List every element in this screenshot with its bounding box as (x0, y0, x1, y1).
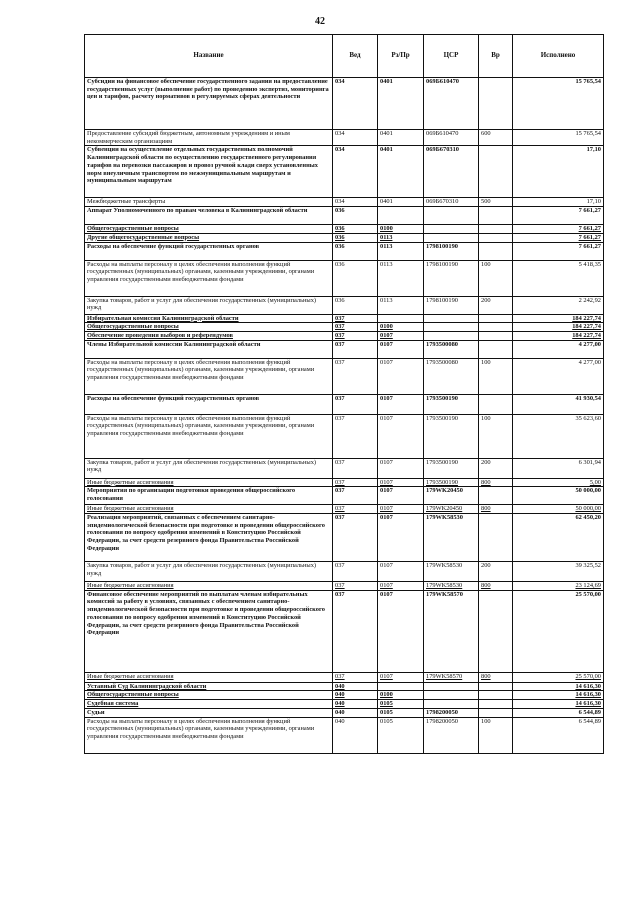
cell-ved: 037 (333, 514, 378, 562)
table-row (85, 562, 604, 582)
cell-csr: 179WK20450 (424, 505, 479, 514)
table-row (85, 394, 604, 414)
cell-rz (378, 682, 424, 691)
cell-rz: 0401 (378, 78, 424, 130)
cell-name: Межбюджетные трансферты (85, 198, 333, 207)
cell-rz: 0100 (378, 691, 424, 700)
cell-rz: 0107 (378, 340, 424, 358)
cell-vr: 100 (479, 260, 513, 296)
cell-csr: 179WK20450 (424, 487, 479, 505)
cell-rz: 0105 (378, 700, 424, 709)
cell-vr: 800 (479, 582, 513, 591)
cell-rz: 0100 (378, 225, 424, 234)
cell-vr (479, 146, 513, 198)
table-row (85, 582, 604, 591)
table-row (85, 414, 604, 458)
cell-ved: 036 (333, 296, 378, 314)
cell-csr: 1793500080 (424, 340, 479, 358)
cell-name: Общегосударственные вопросы (85, 225, 333, 234)
cell-csr: 069Б610470 (424, 78, 479, 130)
cell-ved: 037 (333, 582, 378, 591)
cell-ved: 040 (333, 682, 378, 691)
cell-name: Аппарат Уполномоченного по правам человека в Калининградской области (85, 207, 333, 225)
table-row (85, 130, 604, 146)
cell-csr (424, 691, 479, 700)
cell-rz: 0107 (378, 358, 424, 394)
cell-rz: 0107 (378, 672, 424, 682)
column-header-amount: Исполнено (513, 35, 604, 78)
cell-csr: 179WK58570 (424, 590, 479, 672)
cell-ved: 037 (333, 314, 378, 323)
cell-vr (479, 691, 513, 700)
table-row (85, 514, 604, 562)
cell-rz: 0401 (378, 198, 424, 207)
cell-amount: 14 616,30 (513, 691, 604, 700)
table-row (85, 708, 604, 717)
cell-ved: 036 (333, 260, 378, 296)
cell-ved: 037 (333, 323, 378, 332)
column-header-rz: Рз/Пр (378, 35, 424, 78)
cell-amount: 15 765,54 (513, 130, 604, 146)
cell-name: Иные бюджетные ассигнования (85, 478, 333, 487)
cell-rz: 0113 (378, 242, 424, 260)
cell-ved: 036 (333, 207, 378, 225)
cell-name: Другие общегосударственные вопросы (85, 233, 333, 242)
cell-csr: 1798200050 (424, 717, 479, 753)
cell-rz: 0107 (378, 478, 424, 487)
cell-amount: 62 450,20 (513, 514, 604, 562)
cell-amount: 7 661,27 (513, 242, 604, 260)
cell-amount: 5,00 (513, 478, 604, 487)
table-row (85, 505, 604, 514)
cell-rz: 0401 (378, 146, 424, 198)
table-body (85, 78, 604, 754)
cell-vr (479, 708, 513, 717)
cell-amount: 17,10 (513, 198, 604, 207)
cell-amount: 6 544,89 (513, 717, 604, 753)
cell-amount: 25 570,00 (513, 590, 604, 672)
cell-amount: 23 124,69 (513, 582, 604, 591)
cell-amount: 4 277,00 (513, 358, 604, 394)
cell-vr: 100 (479, 717, 513, 753)
cell-amount: 35 623,60 (513, 414, 604, 458)
cell-csr: 1793500190 (424, 478, 479, 487)
table-row (85, 260, 604, 296)
cell-vr (479, 323, 513, 332)
column-header-ved: Вед (333, 35, 378, 78)
cell-name: Субвенции на осуществление отдельных государственных полномочий Калининградской области по осуществлению государственного регулирования тарифов на перевозки пассажиров и провоз ручной клади сверх установленных норм внеуличным транспортом по межмуниципальным маршрутам и муниципальным маршрутам (85, 146, 333, 198)
cell-ved: 037 (333, 394, 378, 414)
cell-ved: 036 (333, 242, 378, 260)
cell-rz: 0107 (378, 590, 424, 672)
cell-vr (479, 225, 513, 234)
cell-amount: 184 227,74 (513, 314, 604, 323)
cell-amount: 184 227,74 (513, 323, 604, 332)
cell-rz: 0105 (378, 708, 424, 717)
cell-name: Уставный Суд Калининградской области (85, 682, 333, 691)
cell-vr: 200 (479, 562, 513, 582)
cell-vr (479, 514, 513, 562)
table-row (85, 358, 604, 394)
cell-rz: 0105 (378, 717, 424, 753)
cell-csr: 179WK58530 (424, 582, 479, 591)
table-row (85, 225, 604, 234)
cell-vr (479, 590, 513, 672)
cell-vr (479, 331, 513, 340)
cell-name: Иные бюджетные ассигнования (85, 582, 333, 591)
cell-csr: 1793500190 (424, 394, 479, 414)
cell-amount: 2 242,92 (513, 296, 604, 314)
cell-ved: 034 (333, 130, 378, 146)
cell-ved: 037 (333, 562, 378, 582)
cell-csr (424, 682, 479, 691)
cell-csr: 1798200050 (424, 708, 479, 717)
cell-vr (479, 700, 513, 709)
cell-ved: 037 (333, 458, 378, 478)
column-header-csr: ЦСР (424, 35, 479, 78)
cell-ved: 034 (333, 198, 378, 207)
cell-amount: 41 930,54 (513, 394, 604, 414)
cell-name: Расходы на выплаты персоналу в целях обеспечения выполнения функций государственных (муниципальных) органами, казенными учреждениями, органами управления государственными внебюджетными фондами (85, 260, 333, 296)
cell-rz: 0113 (378, 233, 424, 242)
cell-vr (479, 314, 513, 323)
cell-name: Расходы на обеспечение функций государственных органов (85, 394, 333, 414)
cell-name: Судьи (85, 708, 333, 717)
cell-csr: 1798100190 (424, 296, 479, 314)
cell-vr: 800 (479, 672, 513, 682)
table-row (85, 691, 604, 700)
cell-rz: 0107 (378, 487, 424, 505)
cell-amount: 14 616,30 (513, 682, 604, 691)
cell-csr (424, 323, 479, 332)
cell-amount: 184 227,74 (513, 331, 604, 340)
cell-ved: 037 (333, 487, 378, 505)
cell-ved: 034 (333, 146, 378, 198)
table-row (85, 242, 604, 260)
cell-rz: 0107 (378, 505, 424, 514)
table-row (85, 198, 604, 207)
cell-csr: 1793500190 (424, 458, 479, 478)
cell-rz (378, 314, 424, 323)
cell-vr (479, 233, 513, 242)
table-row (85, 207, 604, 225)
cell-name: Иные бюджетные ассигнования (85, 505, 333, 514)
cell-name: Судебная система (85, 700, 333, 709)
table-row (85, 682, 604, 691)
table-row (85, 314, 604, 323)
column-header-vr: Вр (479, 35, 513, 78)
cell-rz: 0107 (378, 394, 424, 414)
cell-vr: 800 (479, 505, 513, 514)
cell-rz: 0107 (378, 331, 424, 340)
cell-name: Реализация мероприятий, связанных с обеспечением санитарно-эпидемиологической безопасности при подготовке и проведении общероссийского голосования по вопросу одобрения изменений в Конституцию Российской Федерации, за счет средств резервного фонда Правительства Российской Федерации (85, 514, 333, 562)
cell-name: Общегосударственные вопросы (85, 323, 333, 332)
cell-amount: 50 000,00 (513, 505, 604, 514)
cell-name: Обеспечение проведения выборов и референдумов (85, 331, 333, 340)
cell-ved: 040 (333, 691, 378, 700)
cell-amount: 6 301,94 (513, 458, 604, 478)
cell-vr: 100 (479, 358, 513, 394)
cell-csr: 1793500080 (424, 358, 479, 394)
cell-csr: 179WK58530 (424, 562, 479, 582)
cell-vr (479, 487, 513, 505)
cell-name: Расходы на выплаты персоналу в целях обеспечения выполнения функций государственных (муниципальных) органами, казенными учреждениями, органами управления государственными внебюджетными фондами (85, 358, 333, 394)
cell-ved: 037 (333, 478, 378, 487)
table-row (85, 700, 604, 709)
cell-vr: 600 (479, 130, 513, 146)
table-row (85, 331, 604, 340)
cell-csr (424, 233, 479, 242)
cell-ved: 036 (333, 233, 378, 242)
cell-csr (424, 207, 479, 225)
cell-name: Избирательная комиссия Калининградской области (85, 314, 333, 323)
cell-name: Расходы на выплаты персоналу в целях обеспечения выполнения функций государственных (муниципальных) органами, казенными учреждениями, органами управления государственными внебюджетными фондами (85, 717, 333, 753)
cell-ved: 037 (333, 414, 378, 458)
cell-vr (479, 78, 513, 130)
cell-ved: 040 (333, 717, 378, 753)
cell-ved: 040 (333, 700, 378, 709)
cell-csr (424, 225, 479, 234)
cell-rz: 0113 (378, 296, 424, 314)
cell-csr (424, 700, 479, 709)
table-row (85, 323, 604, 332)
cell-rz: 0107 (378, 562, 424, 582)
cell-name: Мероприятия по организации подготовки проведения общероссийского голосования (85, 487, 333, 505)
cell-ved: 037 (333, 340, 378, 358)
cell-amount: 39 325,52 (513, 562, 604, 582)
cell-name: Закупка товаров, работ и услуг для обеспечения государственных (муниципальных) нужд (85, 562, 333, 582)
cell-ved: 037 (333, 672, 378, 682)
cell-name: Члены Избирательной комиссии Калининградской области (85, 340, 333, 358)
cell-amount: 25 570,00 (513, 672, 604, 682)
cell-rz: 0401 (378, 130, 424, 146)
cell-vr (479, 340, 513, 358)
table-row (85, 296, 604, 314)
cell-rz: 0107 (378, 514, 424, 562)
cell-csr (424, 331, 479, 340)
cell-vr (479, 682, 513, 691)
cell-ved: 037 (333, 505, 378, 514)
cell-vr: 200 (479, 296, 513, 314)
table-row (85, 717, 604, 753)
cell-vr: 100 (479, 414, 513, 458)
cell-amount: 7 661,27 (513, 225, 604, 234)
cell-amount: 50 000,00 (513, 487, 604, 505)
cell-name: Иные бюджетные ассигнования (85, 672, 333, 682)
table-row (85, 672, 604, 682)
cell-vr: 200 (479, 458, 513, 478)
cell-name: Предоставление субсидий бюджетным, автономным учреждениям и иным некоммерческим организациям (85, 130, 333, 146)
cell-csr: 069Б610470 (424, 130, 479, 146)
cell-amount: 14 616,30 (513, 700, 604, 709)
budget-table (84, 34, 604, 754)
cell-amount: 7 661,27 (513, 233, 604, 242)
cell-name: Субсидии на финансовое обеспечение государственного задания на предоставление государственных услуг (выполнение работ) по проведению экспертиз, мониторинга цен и тарифов, расчету нормативов в регулируемых сферах деятельности (85, 78, 333, 130)
cell-name: Закупка товаров, работ и услуг для обеспечения государственных (муниципальных) нужд (85, 296, 333, 314)
cell-ved: 037 (333, 331, 378, 340)
cell-rz: 0113 (378, 260, 424, 296)
cell-csr: 179WK58530 (424, 514, 479, 562)
cell-ved: 036 (333, 225, 378, 234)
cell-ved: 037 (333, 358, 378, 394)
column-header-name: Название (85, 35, 333, 78)
page-number: 42 (315, 16, 325, 27)
cell-name: Финансовое обеспечение мероприятий по выплатам членам избирательных комиссий за работу в условиях, связанных с обеспечением санитарно-эпидемиологической безопасности при подготовке и проведении общероссийского голосования по вопросу одобрения изменений в Конституцию Российской Федерации, за счет средств резервного фонда Правительства Российской Федерации (85, 590, 333, 672)
cell-name: Закупка товаров, работ и услуг для обеспечения государственных (муниципальных) нужд (85, 458, 333, 478)
cell-csr: 1798100190 (424, 242, 479, 260)
cell-amount: 6 544,89 (513, 708, 604, 717)
cell-csr: 1798100190 (424, 260, 479, 296)
cell-amount: 5 418,35 (513, 260, 604, 296)
cell-ved: 040 (333, 708, 378, 717)
table-row (85, 233, 604, 242)
table-row (85, 590, 604, 672)
cell-vr (479, 242, 513, 260)
cell-csr (424, 314, 479, 323)
cell-ved: 034 (333, 78, 378, 130)
table-header-row (85, 35, 604, 78)
cell-amount: 4 277,00 (513, 340, 604, 358)
cell-csr: 069Б670310 (424, 146, 479, 198)
cell-vr (479, 394, 513, 414)
cell-ved: 037 (333, 590, 378, 672)
cell-rz: 0107 (378, 458, 424, 478)
cell-vr (479, 207, 513, 225)
cell-rz: 0107 (378, 582, 424, 591)
table-row (85, 487, 604, 505)
cell-name: Расходы на выплаты персоналу в целях обеспечения выполнения функций государственных (муниципальных) органами, казенными учреждениями, органами управления государственными внебюджетными фондами (85, 414, 333, 458)
cell-amount: 7 661,27 (513, 207, 604, 225)
cell-name: Расходы на обеспечение функций государственных органов (85, 242, 333, 260)
table-row (85, 340, 604, 358)
cell-rz: 0100 (378, 323, 424, 332)
cell-vr: 500 (479, 198, 513, 207)
cell-vr: 800 (479, 478, 513, 487)
cell-rz (378, 207, 424, 225)
table-row (85, 78, 604, 130)
table-row (85, 146, 604, 198)
table-row (85, 478, 604, 487)
cell-csr: 069Б670310 (424, 198, 479, 207)
table-row (85, 458, 604, 478)
cell-rz: 0107 (378, 414, 424, 458)
cell-csr: 179WK58570 (424, 672, 479, 682)
cell-csr: 1793500190 (424, 414, 479, 458)
cell-amount: 17,10 (513, 146, 604, 198)
cell-amount: 15 765,54 (513, 78, 604, 130)
cell-name: Общегосударственные вопросы (85, 691, 333, 700)
